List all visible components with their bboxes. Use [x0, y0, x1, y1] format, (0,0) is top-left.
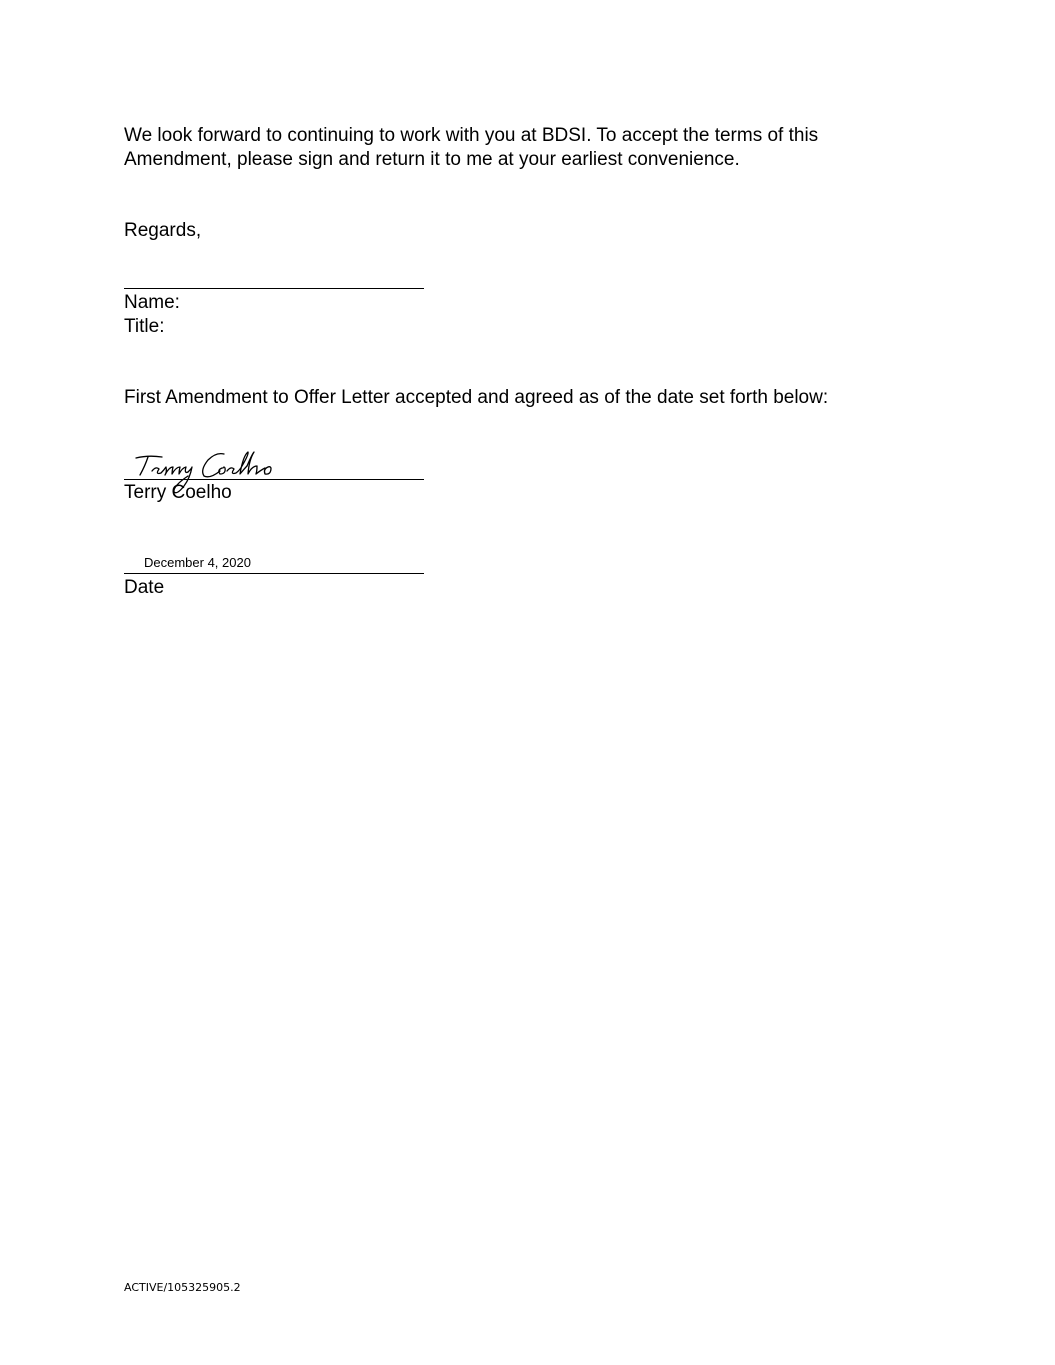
document-footer-code: ACTIVE/105325905.2 [124, 1281, 241, 1294]
signer-printed-name: Terry Coelho [124, 482, 232, 503]
date-line [124, 573, 424, 574]
employee-signature-line [124, 479, 424, 480]
closing-paragraph [124, 124, 818, 172]
paragraph-line-1: We look forward to continuing to work with you at BDSI. To accept the terms of this [124, 125, 819, 146]
company-signature-line [124, 288, 424, 289]
acceptance-statement: First Amendment to Offer Letter accepted and agreed as of the date set forth below: [124, 387, 829, 408]
name-label: Name: [124, 292, 180, 313]
closing-salutation: Regards, [124, 220, 202, 241]
paragraph-line-2: Amendment, please sign and return it to me at your earliest convenience. [124, 149, 740, 170]
title-label: Title: [124, 316, 165, 337]
signature-date-value: December 4, 2020 [144, 555, 251, 570]
date-label: Date [124, 577, 165, 598]
